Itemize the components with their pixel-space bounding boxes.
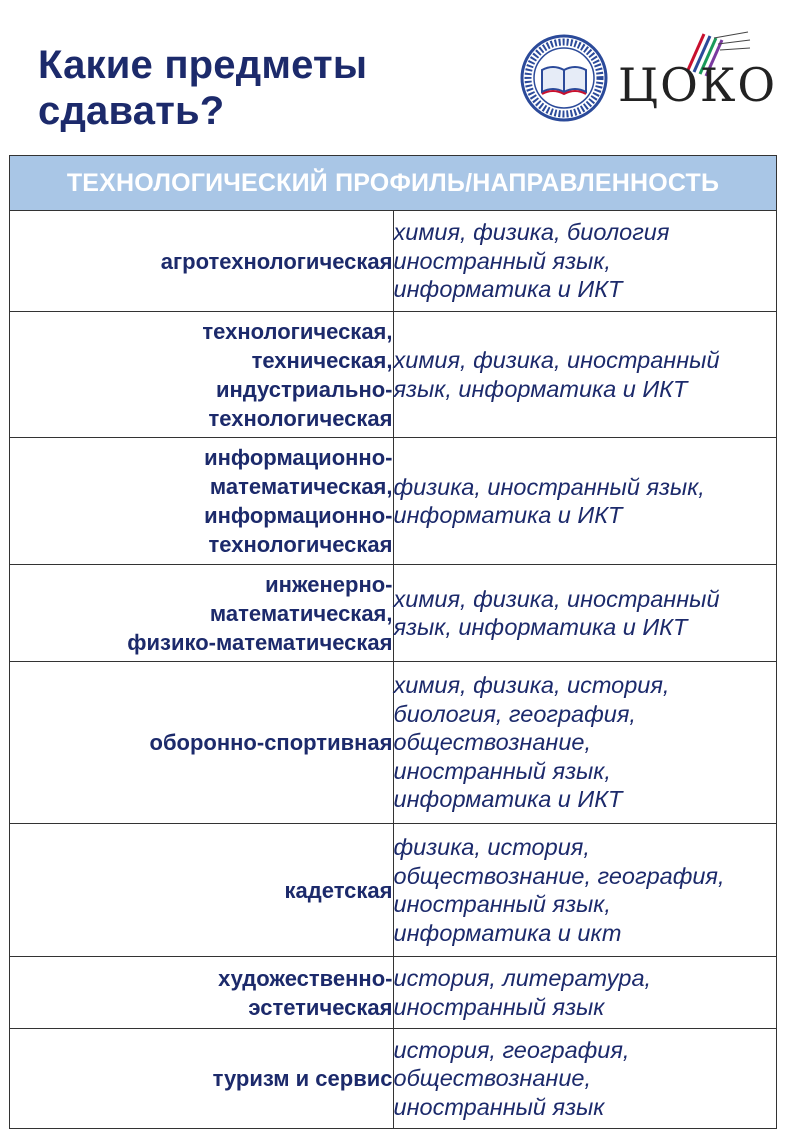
table-row	[10, 1029, 777, 1129]
subjects-cell: химия, физика, биология иностранный язык, информатика и ИКТ	[393, 211, 777, 312]
table-header-row	[10, 156, 777, 211]
table-row	[10, 211, 777, 312]
subjects-cell: физика, иностранный язык, информатика и ИКТ	[393, 438, 777, 565]
direction-cell: художественно- эстетическая	[10, 957, 394, 1029]
table-row	[10, 957, 777, 1029]
coko-logo	[618, 30, 780, 125]
table-row	[10, 312, 777, 438]
direction-cell: туризм и сервис	[10, 1029, 394, 1129]
table-heading: ТЕХНОЛОГИЧЕСКИЙ ПРОФИЛЬ/НАПРАВЛЕННОСТЬ	[10, 156, 777, 211]
direction-cell: информационно- математическая, информационно- технологическая	[10, 438, 394, 565]
subjects-cell: физика, история, обществознание, география, иностранный язык, информатика и икт	[393, 824, 777, 957]
profile-table	[9, 155, 777, 1129]
subjects-cell: история, география, обществознание, иностранный язык	[393, 1029, 777, 1129]
direction-cell: технологическая, техническая, индустриально- технологическая	[10, 312, 394, 438]
subjects-cell: химия, физика, история, биология, география, обществознание, иностранный язык, информатика и ИКТ	[393, 662, 777, 824]
direction-cell: инженерно- математическая, физико-математическая	[10, 565, 394, 662]
coko-brand-text: ЦОКО	[618, 58, 778, 112]
direction-cell: оборонно-спортивная	[10, 662, 394, 824]
table-row	[10, 438, 777, 565]
ministry-seal-icon	[520, 34, 608, 122]
subjects-cell: история, литература, иностранный язык	[393, 957, 777, 1029]
direction-cell: кадетская	[10, 824, 394, 957]
table-row	[10, 565, 777, 662]
subjects-cell: химия, физика, иностранный язык, информатика и ИКТ	[393, 312, 777, 438]
subjects-cell: химия, физика, иностранный язык, информатика и ИКТ	[393, 565, 777, 662]
direction-cell: агротехнологическая	[10, 211, 394, 312]
table-row	[10, 824, 777, 957]
logo-area	[520, 30, 780, 125]
table-row	[10, 662, 777, 824]
page-title: Какие предметы сдавать?	[38, 43, 368, 133]
